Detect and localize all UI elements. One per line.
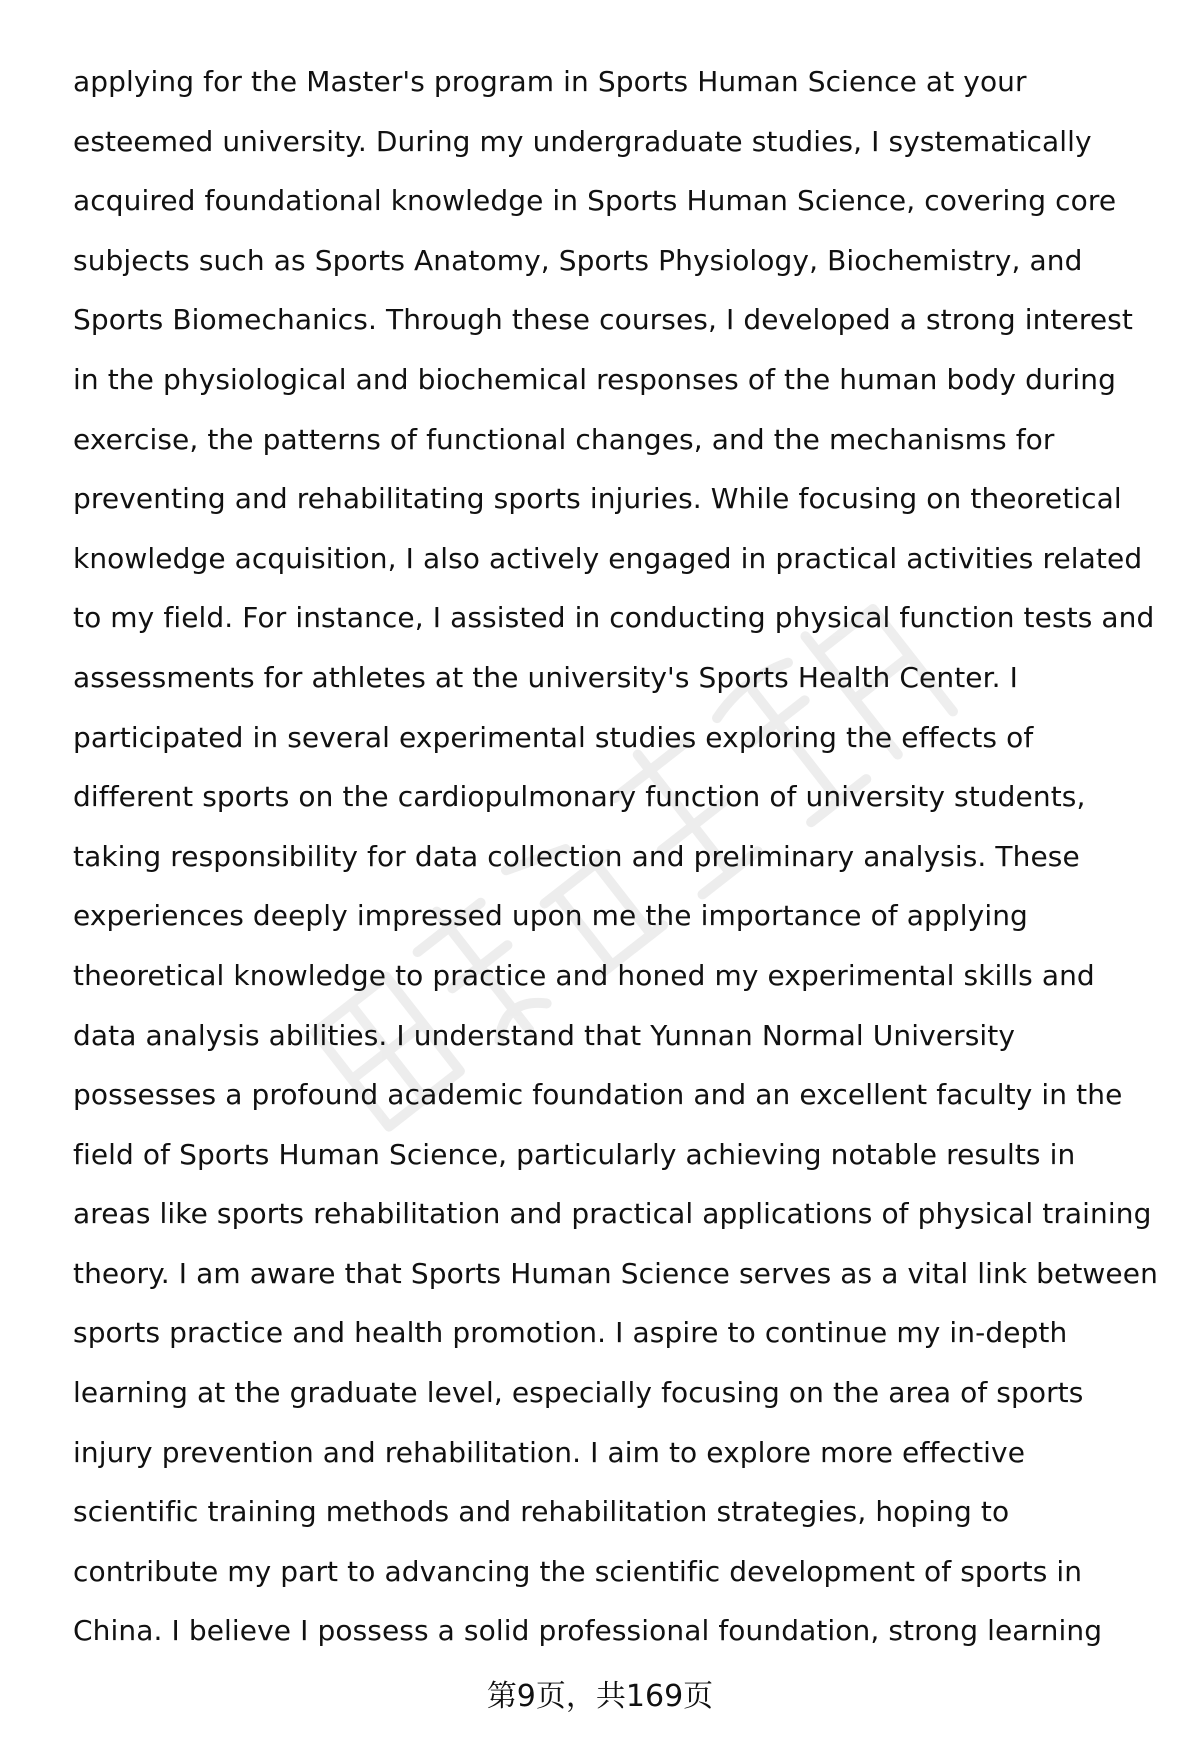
body-line: possesses a profound academic foundation and an excellent faculty in the	[73, 1078, 1123, 1112]
body-line: field of Sports Human Science, particularly achieving notable results in	[73, 1137, 1076, 1171]
page-number-footer: 第9页，共169页	[486, 1679, 714, 1714]
body-line: subjects such as Sports Anatomy, Sports Physiology, Biochemistry, and	[73, 243, 1083, 277]
body-line: learning at the graduate level, especially focusing on the area of sports	[73, 1376, 1084, 1410]
body-line: different sports on the cardiopulmonary function of university students,	[73, 780, 1086, 814]
body-line: theoretical knowledge to practice and honed my experimental skills and	[73, 958, 1095, 992]
document-body	[73, 52, 1158, 1661]
body-line: data analysis abilities. I understand that Yunnan Normal University	[73, 1018, 1016, 1052]
body-line: applying for the Master's program in Sports Human Science at your	[73, 65, 1027, 98]
body-line: exercise, the patterns of functional changes, and the mechanisms for	[73, 422, 1055, 456]
body-line: theory. I am aware that Sports Human Science serves as a vital link between	[73, 1256, 1158, 1290]
body-line: knowledge acquisition, I also actively engaged in practical activities related	[73, 541, 1143, 575]
body-line: participated in several experimental studies exploring the effects of	[73, 720, 1034, 754]
body-line: esteemed university. During my undergraduate studies, I systematically	[73, 124, 1092, 158]
body-line: injury prevention and rehabilitation. I aim to explore more effective	[73, 1435, 1026, 1469]
body-line: Sports Biomechanics. Through these courses, I developed a strong interest	[73, 303, 1133, 337]
body-line: to my field. For instance, I assisted in conducting physical function tests and	[73, 601, 1155, 635]
body-line: scientific training methods and rehabilitation strategies, hoping to	[73, 1495, 1010, 1529]
body-line: taking responsibility for data collection and preliminary analysis. These	[73, 839, 1080, 873]
body-line: acquired foundational knowledge in Sports Human Science, covering core	[73, 184, 1117, 218]
body-line: experiences deeply impressed upon me the importance of applying	[73, 899, 1028, 933]
body-line: preventing and rehabilitating sports injuries. While focusing on theoretical	[73, 482, 1122, 516]
body-line: assessments for athletes at the university's Sports Health Center. I	[73, 660, 1019, 694]
body-line: in the physiological and biochemical responses of the human body during	[73, 362, 1117, 396]
body-line: sports practice and health promotion. I aspire to continue my in-depth	[73, 1316, 1068, 1350]
body-line: China. I believe I possess a solid professional foundation, strong learning	[73, 1614, 1103, 1648]
body-line: contribute my part to advancing the scientific development of sports in	[73, 1554, 1083, 1588]
body-line: areas like sports rehabilitation and practical applications of physical training	[73, 1197, 1152, 1231]
